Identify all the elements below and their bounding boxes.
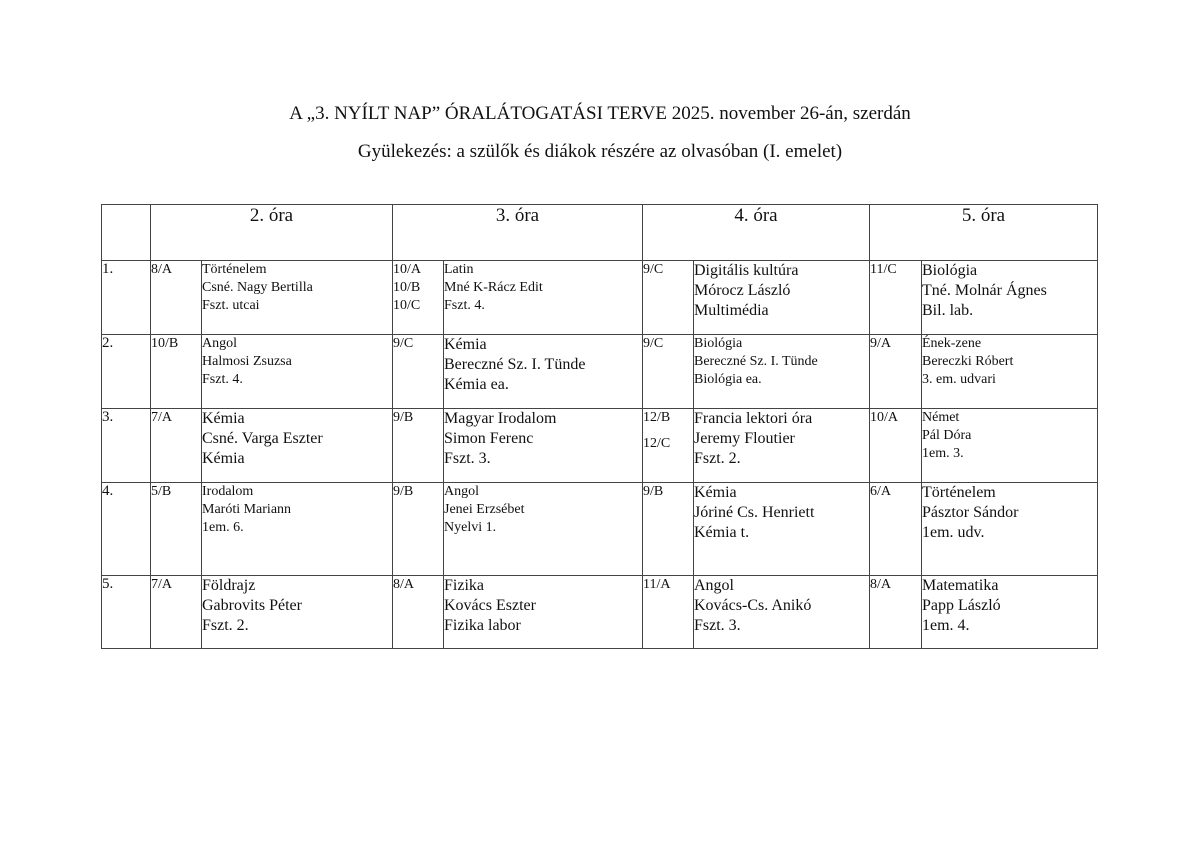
class-label: 9/C: [393, 336, 414, 351]
room: Kémia: [202, 450, 245, 467]
room: Fizika labor: [444, 617, 521, 634]
room: Kémia t.: [694, 524, 750, 541]
room: 1em. 3.: [922, 446, 964, 461]
class-label: 12/B: [643, 410, 671, 425]
class-cell: [643, 576, 694, 649]
room: Nyelvi 1.: [444, 520, 497, 535]
lesson-cell: [694, 335, 870, 409]
class-label: 9/B: [643, 484, 664, 499]
class-cell: [643, 261, 694, 335]
class-cell: [151, 576, 202, 649]
lesson-cell: [202, 261, 393, 335]
class-cell: [870, 576, 922, 649]
room: Fszt. 4.: [444, 298, 485, 313]
class-label: 9/B: [393, 410, 414, 425]
teacher: Bereczki Róbert: [922, 354, 1014, 369]
class-cell: [870, 483, 922, 576]
class-label: 11/C: [870, 262, 897, 277]
subject: Digitális kultúra: [694, 262, 799, 279]
teacher: Mórocz László: [694, 282, 791, 299]
teacher: Jenei Erzsébet: [444, 502, 525, 517]
class-cell: [870, 261, 922, 335]
room: 1em. udv.: [922, 524, 985, 541]
teacher: Csné. Nagy Bertilla: [202, 280, 313, 295]
class-label: 10/B: [151, 336, 179, 351]
class-label: 10/B: [393, 280, 421, 295]
room: Fszt. utcai: [202, 298, 260, 313]
room: Fszt. 3.: [694, 617, 741, 634]
teacher: Pásztor Sándor: [922, 504, 1019, 521]
subject: Angol: [444, 484, 479, 499]
class-cell: [393, 335, 444, 409]
table-row: [102, 483, 1098, 576]
class-label: 10/A: [870, 410, 898, 425]
subject: Biológia: [922, 262, 978, 279]
class-cell: [393, 483, 444, 576]
column-header-2: 2. óra: [151, 205, 393, 261]
subject: Ének-zene: [922, 336, 982, 351]
teacher: Papp László: [922, 597, 1001, 614]
subject: Angol: [202, 336, 237, 351]
header-row: [102, 205, 1098, 261]
lesson-cell: [444, 335, 643, 409]
lesson-cell: [202, 335, 393, 409]
subject: Földrajz: [202, 577, 256, 594]
class-label: 8/A: [393, 577, 414, 592]
document-title: A „3. NYÍLT NAP” ÓRALÁTOGATÁSI TERVE 2025. november 26-án, szerdán: [289, 103, 911, 124]
class-cell: [393, 409, 444, 483]
class-label: 11/A: [643, 577, 671, 592]
lesson-cell: [922, 409, 1098, 483]
subject: Kémia: [694, 484, 737, 501]
subject: Német: [922, 410, 960, 425]
class-cell: [643, 335, 694, 409]
teacher: Simon Ferenc: [444, 430, 534, 447]
lesson-cell: [922, 576, 1098, 649]
class-label: 9/A: [870, 336, 891, 351]
lesson-cell: [202, 483, 393, 576]
row-number: 3.: [102, 409, 151, 483]
room: Fszt. 2.: [694, 450, 741, 467]
subject: Történelem: [202, 262, 267, 277]
class-label: 6/A: [870, 484, 891, 499]
teacher: Jeremy Floutier: [694, 430, 795, 447]
teacher: Tné. Molnár Ágnes: [922, 282, 1047, 299]
row-number: 5.: [102, 576, 151, 649]
subject: Irodalom: [202, 484, 254, 499]
row-number: 4.: [102, 483, 151, 576]
room: Biológia ea.: [694, 372, 762, 387]
lesson-cell: [922, 483, 1098, 576]
class-label: 8/A: [870, 577, 891, 592]
lesson-cell: [444, 576, 643, 649]
class-label: 9/C: [643, 336, 664, 351]
room: Bil. lab.: [922, 302, 974, 319]
teacher: Halmosi Zsuzsa: [202, 354, 292, 369]
subject: Latin: [444, 262, 474, 277]
class-label: 8/A: [151, 262, 172, 277]
room: 1em. 6.: [202, 520, 244, 535]
class-cell: [870, 409, 922, 483]
room: Multimédia: [694, 302, 769, 319]
lesson-cell: [444, 261, 643, 335]
subject: Fizika: [444, 577, 484, 594]
teacher: Maróti Mariann: [202, 502, 292, 517]
lesson-cell: [444, 483, 643, 576]
class-label: 10/A: [393, 262, 421, 277]
teacher: Kovács Eszter: [444, 597, 536, 614]
teacher: Gabrovits Péter: [202, 597, 302, 614]
table-row: [102, 261, 1098, 335]
room: Kémia ea.: [444, 376, 509, 393]
class-cell: [151, 483, 202, 576]
lesson-cell: [694, 483, 870, 576]
class-label: 12/C: [643, 436, 671, 451]
teacher: Mné K-Rácz Edit: [444, 280, 543, 295]
column-header-4: 4. óra: [643, 205, 870, 261]
room: 3. em. udvari: [922, 372, 996, 387]
row-number: 2.: [102, 335, 151, 409]
lesson-cell: [922, 261, 1098, 335]
teacher: Kovács-Cs. Anikó: [694, 597, 812, 614]
class-label: 7/A: [151, 577, 172, 592]
row-number: 1.: [102, 261, 151, 335]
table-row: [102, 409, 1098, 483]
lesson-cell: [694, 409, 870, 483]
class-cell: [151, 335, 202, 409]
room: Fszt. 3.: [444, 450, 491, 467]
class-cell: [643, 409, 694, 483]
subject: Matematika: [922, 577, 999, 594]
lesson-cell: [694, 261, 870, 335]
class-cell: [151, 261, 202, 335]
class-label: 5/B: [151, 484, 172, 499]
column-header-5: 5. óra: [870, 205, 1098, 261]
room: Fszt. 4.: [202, 372, 243, 387]
subject: Kémia: [444, 336, 487, 353]
corner-cell: [102, 205, 151, 261]
class-cell: [393, 576, 444, 649]
lesson-cell: [444, 409, 643, 483]
teacher: Jóriné Cs. Henriett: [694, 504, 815, 521]
subject: Biológia: [694, 336, 743, 351]
room: Fszt. 2.: [202, 617, 249, 634]
table-row: [102, 335, 1098, 409]
document-subtitle: Gyülekezés: a szülők és diákok részére az olvasóban (I. emelet): [357, 141, 843, 162]
lesson-cell: [694, 576, 870, 649]
table-row: [102, 576, 1098, 649]
subject: Magyar Irodalom: [444, 410, 557, 427]
teacher: Bereczné Sz. I. Tünde: [444, 356, 586, 373]
schedule-table: [101, 204, 1098, 649]
column-header-3: 3. óra: [393, 205, 643, 261]
subject: Történelem: [922, 484, 996, 501]
lesson-cell: [202, 576, 393, 649]
lesson-cell: [202, 409, 393, 483]
teacher: Pál Dóra: [922, 428, 972, 443]
room: 1em. 4.: [922, 617, 970, 634]
class-cell: [151, 409, 202, 483]
subject: Francia lektori óra: [694, 410, 813, 427]
class-cell: [393, 261, 444, 335]
subject: Kémia: [202, 410, 245, 427]
class-label: 9/B: [393, 484, 414, 499]
subject: Angol: [694, 577, 734, 594]
teacher: Bereczné Sz. I. Tünde: [694, 354, 818, 369]
class-label: 9/C: [643, 262, 664, 277]
teacher: Csné. Varga Eszter: [202, 430, 323, 447]
class-label: 10/C: [393, 298, 421, 313]
lesson-cell: [922, 335, 1098, 409]
class-cell: [870, 335, 922, 409]
class-cell: [643, 483, 694, 576]
class-label: 7/A: [151, 410, 172, 425]
